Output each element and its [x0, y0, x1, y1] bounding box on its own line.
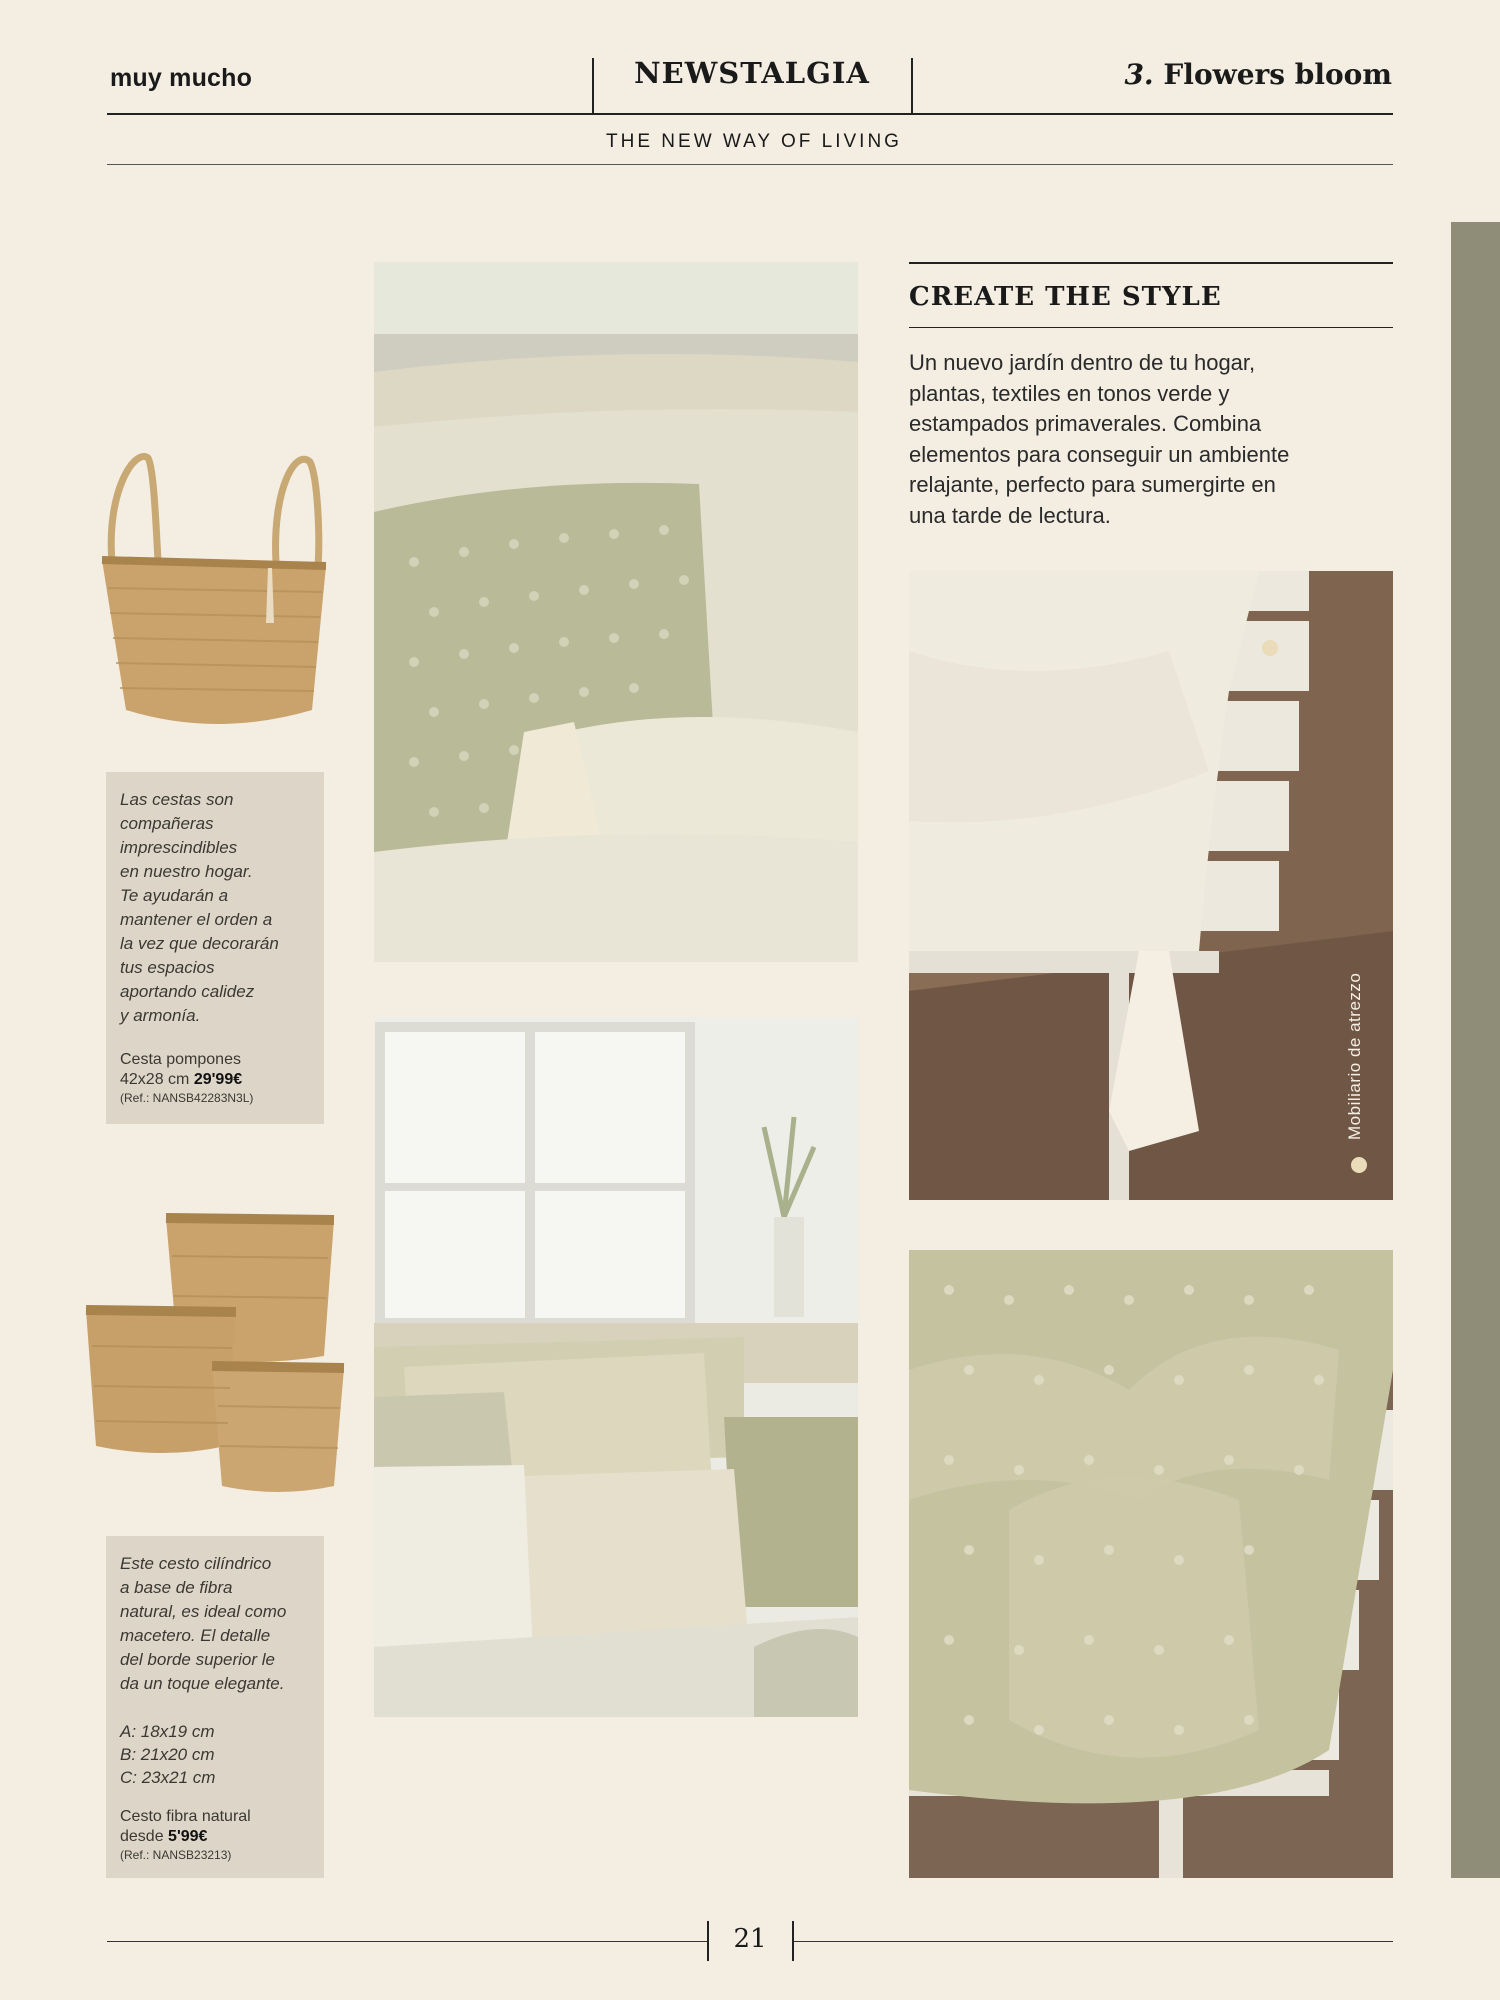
section-name: Flowers bloom [1163, 58, 1392, 91]
product-price: 29'99€ [193, 1071, 243, 1088]
photo-white-cushion-bench [909, 571, 1393, 1200]
tagline: THE NEW WAY OF LIVING [606, 131, 902, 152]
caption-basket-pompones [106, 772, 324, 1124]
product-name: Cesta pompones [120, 1051, 241, 1068]
style-top-rule [909, 262, 1393, 264]
photo-room-window [374, 1017, 858, 1717]
section-number: 3. [1124, 58, 1154, 91]
tagline-rule [107, 164, 1393, 165]
footer-rule-right [794, 1941, 1393, 1942]
footer-rule-left [107, 1941, 707, 1942]
product-price-line [120, 1070, 310, 1090]
brand-logo: muy mucho [110, 64, 253, 92]
section-title [1124, 58, 1392, 91]
product-info [120, 1807, 310, 1863]
caption-basket-fiber [106, 1536, 324, 1878]
basket-handles-image [96, 448, 332, 738]
product-price-line [120, 1827, 310, 1847]
page-number: 21 [733, 1924, 767, 1954]
product-info [120, 1050, 310, 1106]
product-price: 5'99€ [168, 1828, 208, 1845]
product-description: Las cestas son compañeras imprescindibles en nuestro hogar. Te ayudarán a mantener el orden a la vez que decorarán tus espacios aportando calidez y armonía. [120, 790, 279, 1025]
header-rule [107, 113, 1393, 115]
product-size: desde [120, 1828, 164, 1845]
basket-set-image [82, 1206, 346, 1496]
product-ref: (Ref.: NANSB23213) [120, 1848, 232, 1862]
product-dimensions: A: 18x19 cm B: 21x20 cm C: 23x21 cm [120, 1722, 216, 1787]
create-style-title: CREATE THE STYLE [909, 282, 1222, 312]
product-description: Este cesto cilíndrico a base de fibra natural, es ideal como macetero. El detalle del borde superior le da un toque elegante. [120, 1554, 287, 1693]
side-color-bar [1451, 222, 1500, 1878]
photo-floral-cushion [909, 1250, 1393, 1878]
footer-divider [707, 1921, 709, 1961]
header-divider [911, 58, 913, 114]
dot-marker [1262, 640, 1278, 656]
product-size: 42x28 cm [120, 1071, 190, 1088]
dot-marker [1351, 1157, 1367, 1173]
style-bottom-rule [909, 327, 1393, 328]
props-note: Mobiliario de atrezzo [1345, 972, 1364, 1140]
photo-cushions-closeup [374, 262, 858, 962]
magazine-title: NEWSTALGIA [634, 56, 870, 90]
product-name: Cesto fibra natural [120, 1808, 251, 1825]
product-ref: (Ref.: NANSB42283N3L) [120, 1091, 254, 1105]
create-style-body: Un nuevo jardín dentro de tu hogar, plantas, textiles en tonos verde y estampados primaverales. Combina elementos para conseguir un ambiente relajante, perfecto para sumergirte en una tarde de lectura. [909, 350, 1290, 528]
